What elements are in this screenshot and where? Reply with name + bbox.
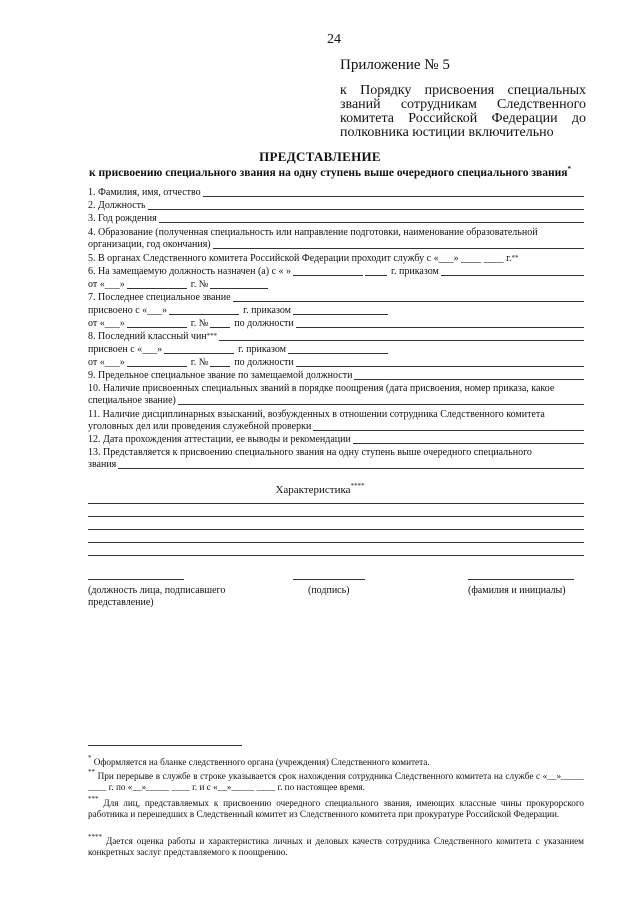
field-education-label: 4. Образование (полученная специальность или направление подготовки, наименование образовательной bbox=[88, 227, 538, 238]
field-max-rank: 9. Предельное специальное звание по замещаемой должности bbox=[88, 370, 584, 381]
full-name-blank[interactable] bbox=[203, 187, 584, 197]
characteristic-line[interactable] bbox=[88, 516, 584, 517]
birth-year-blank[interactable] bbox=[159, 213, 584, 223]
characteristic-line[interactable] bbox=[88, 555, 584, 556]
characteristic-line[interactable] bbox=[88, 542, 584, 543]
max-rank-blank[interactable] bbox=[354, 370, 584, 380]
rank-order-number-blank[interactable] bbox=[210, 318, 230, 328]
field-last-rank: 7. Последнее специальное звание bbox=[88, 292, 584, 303]
order-number-blank[interactable] bbox=[210, 279, 268, 289]
appointed-year-blank[interactable] bbox=[365, 266, 387, 276]
appointed-order-blank[interactable] bbox=[441, 266, 584, 276]
field-education: организации, год окончания) bbox=[88, 239, 584, 250]
appendix-title: Приложение № 5 bbox=[340, 57, 450, 73]
position-caption: (должность лица, подписавшего представление) bbox=[88, 585, 226, 608]
field-appointed-order: от «___» г. № bbox=[88, 279, 268, 290]
name-signature-line[interactable] bbox=[468, 579, 574, 580]
field-appointed: 6. На замещаемую должность назначен (а) с « » г. приказом bbox=[88, 266, 584, 277]
characteristic-line[interactable] bbox=[88, 529, 584, 530]
appointed-date-blank[interactable] bbox=[293, 266, 363, 276]
recommended-blank[interactable] bbox=[118, 459, 584, 469]
field-class-assigned: присвоен с «___» г. приказом bbox=[88, 344, 388, 355]
rank-date-blank[interactable] bbox=[169, 305, 239, 315]
document-subtitle: к присвоению специального звания на одну ступень выше очередного специального звания* bbox=[89, 165, 571, 179]
characteristic-line[interactable] bbox=[88, 503, 584, 504]
last-rank-blank[interactable] bbox=[233, 292, 584, 302]
name-caption: (фамилия и инициалы) bbox=[468, 585, 566, 596]
field-recommended-label: 13. Представляется к присвоению специального звания на одну ступень выше очередного специального bbox=[88, 447, 532, 458]
footnote-3: *** Для лиц, представляемых к присвоению очередного специального звания, имеющих классные чины прокурорского работника и перешедших в Следственный комитет из Следственного комитета при прокуратуре Российской Федерации. bbox=[88, 795, 585, 819]
footnote-1: * Оформляется на бланке следственного органа (учреждения) Следственного комитета. bbox=[88, 754, 430, 767]
field-rank-assigned: присвоено с «___» г. приказом bbox=[88, 305, 388, 316]
class-order-blank[interactable] bbox=[288, 344, 388, 354]
field-birth-year: 3. Год рождения bbox=[88, 213, 584, 224]
field-disciplinary-label: 11. Наличие дисциплинарных взысканий, возбужденных в отношении сотрудника Следственного комитета bbox=[88, 409, 545, 420]
field-rank-order: от «___» г. № по должности bbox=[88, 318, 584, 329]
field-incentive-ranks: специальное звание) bbox=[88, 395, 584, 406]
class-order-date-blank[interactable] bbox=[127, 357, 187, 367]
position-blank[interactable] bbox=[148, 200, 584, 210]
signature-line[interactable] bbox=[293, 579, 365, 580]
field-full-name: 1. Фамилия, имя, отчество bbox=[88, 187, 584, 198]
characteristic-heading: Характеристика**** bbox=[275, 482, 365, 496]
field-recommended: звания bbox=[88, 459, 584, 470]
disciplinary-blank[interactable] bbox=[313, 421, 584, 431]
rank-order-date-blank[interactable] bbox=[127, 318, 187, 328]
signature-caption: (подпись) bbox=[308, 585, 350, 596]
field-incentive-label: 10. Наличие присвоенных специальных званий в порядке поощрения (дата присвоения, номер приказа, какое bbox=[88, 383, 555, 394]
incentive-ranks-blank[interactable] bbox=[178, 395, 584, 405]
footnote-4: **** Дается оценка работы и характеристика личных и деловых качеств сотрудника Следственного комитета с указанием конкретных заслуг представляемого к поощрению. bbox=[88, 833, 584, 857]
order-date-blank[interactable] bbox=[127, 279, 187, 289]
footnote-separator bbox=[88, 745, 242, 746]
page-number: 24 bbox=[327, 32, 341, 47]
document-title: ПРЕДСТАВЛЕНИЕ bbox=[259, 149, 381, 164]
class-position-blank[interactable] bbox=[296, 357, 584, 367]
field-class-order: от «___» г. № по должности bbox=[88, 357, 584, 368]
class-order-number-blank[interactable] bbox=[210, 357, 230, 367]
footnote-2: ** При перерыве в службе в строке указывается срок нахождения сотрудника Следственного комитета на службе с «__»_____ ____ г. по «__»_____ ____ г. и с «__»_____ ____ г. по настоящее время. bbox=[88, 768, 585, 792]
rank-position-blank[interactable] bbox=[296, 318, 584, 328]
class-rank-blank[interactable] bbox=[219, 331, 584, 341]
field-position: 2. Должность bbox=[88, 200, 584, 211]
field-service-since: 5. В органах Следственного комитета Российской Федерации проходит службу с «___» ____ ____ г. ** bbox=[88, 253, 519, 264]
attestation-blank[interactable] bbox=[353, 434, 584, 444]
rank-order-blank[interactable] bbox=[293, 305, 388, 315]
field-disciplinary: уголовных дел или проведения служебной проверки bbox=[88, 421, 584, 432]
field-class-rank: 8. Последний классный чин *** bbox=[88, 331, 584, 342]
education-blank[interactable] bbox=[213, 239, 584, 249]
field-attestation: 12. Дата прохождения аттестации, ее выводы и рекомендации bbox=[88, 434, 584, 445]
appendix-reference: к Порядку присвоения специальных званий сотрудникам Следственного комитета Российской Федерации до полковника юстиции включительно bbox=[340, 83, 586, 140]
position-signature-line[interactable] bbox=[88, 579, 184, 580]
class-date-blank[interactable] bbox=[164, 344, 234, 354]
